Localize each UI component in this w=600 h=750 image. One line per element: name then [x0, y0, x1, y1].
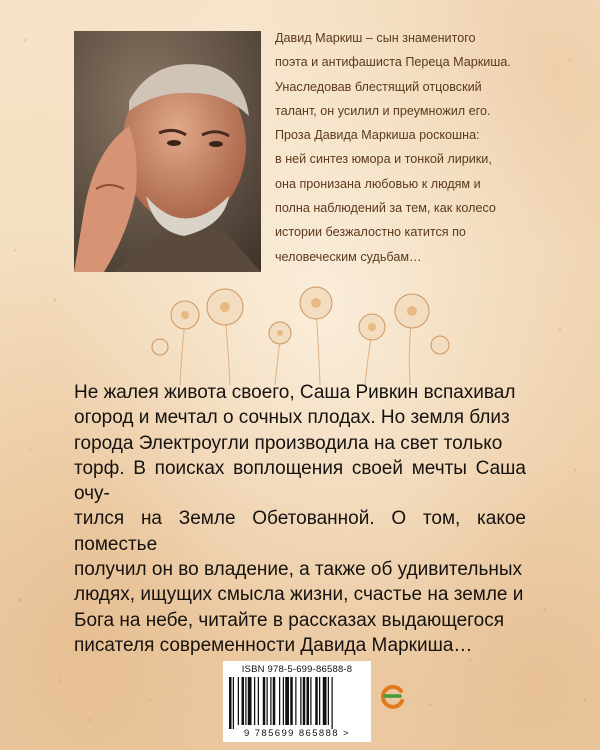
barcode-bar: [254, 677, 255, 725]
annotation-line: людях, ищущих смысла жизни, счастье на земле и: [74, 584, 524, 606]
bio-line: человеческим судьбам…: [275, 249, 422, 264]
barcode-bar: [238, 677, 239, 725]
bio-line: Проза Давида Маркиша роскошна:: [275, 128, 480, 143]
barcode-bar: [332, 677, 333, 729]
annotation-line: писателя современности Давида Маркиша…: [74, 634, 473, 656]
bio-line: полна наблюдений за тем, как колесо: [275, 201, 496, 216]
author-portrait: [74, 31, 261, 272]
barcode-bar: [229, 677, 232, 729]
barcode-bar: [328, 677, 329, 725]
barcode-bar: [290, 677, 293, 725]
barcode-bar: [323, 677, 327, 725]
barcode-bar: [270, 677, 271, 725]
barcode-bar: [300, 677, 301, 725]
dandelion-ornament: [150, 285, 460, 385]
barcode-number: 9 785699 865888 >: [244, 728, 350, 739]
book-annotation: [74, 380, 526, 658]
barcode-bar: [303, 677, 306, 725]
barcode-bar: [248, 677, 252, 725]
bio-line: Унаследовав блестящий отцовский: [275, 79, 482, 94]
barcode-bars: [229, 677, 365, 729]
barcode-bar: [258, 677, 259, 725]
barcode-bar: [273, 677, 276, 725]
barcode-bar: [233, 677, 234, 729]
bio-line: Давид Маркиш – сын знаменитого: [275, 31, 476, 45]
barcode-bar: [245, 677, 246, 725]
bio-line: в ней синтез юмора и тонкой лирики,: [275, 152, 492, 167]
author-bio: [275, 26, 537, 269]
barcode-bar: [283, 677, 284, 725]
barcode-bar: [295, 677, 296, 725]
bio-line: истории безжалостно катится по: [275, 225, 466, 240]
barcode-bar: [279, 677, 280, 725]
barcode-bar: [307, 677, 310, 725]
barcode-bar: [242, 677, 245, 725]
isbn-label: ISBN 978-5-699-86588-8: [241, 664, 353, 675]
barcode-bar: [310, 677, 311, 725]
barcode-bar: [267, 677, 268, 725]
barcode-bar: [315, 677, 318, 725]
publisher-logo-icon: [379, 682, 407, 710]
annotation-line: Не жалея живота своего, Саша Ривкин вспахивал: [74, 382, 516, 403]
annotation-line: торф. В поисках воплощения своей мечты Саша очу-: [74, 457, 526, 505]
annotation-line: огород и мечтал о сочных плодах. Но земля близ: [74, 407, 510, 429]
barcode-bar: [263, 677, 266, 725]
isbn-barcode: [223, 661, 371, 742]
bio-line: она пронизана любовью к людям и: [275, 176, 481, 191]
barcode-bar: [319, 677, 320, 725]
barcode-bar: [285, 677, 289, 725]
bio-line: талант, он усилил и преумножил его.: [275, 103, 491, 118]
bio-line: поэта и антифашиста Переца Маркиша.: [275, 55, 511, 70]
annotation-line: тился на Земле Обетованной. О том, какое поместье: [74, 508, 526, 555]
annotation-line: Бога на небе, читайте в рассказах выдающегося: [74, 609, 505, 631]
annotation-line: получил он во владение, а также об удивительных: [74, 559, 522, 581]
annotation-line: города Электроугли производила на свет только: [74, 432, 503, 454]
